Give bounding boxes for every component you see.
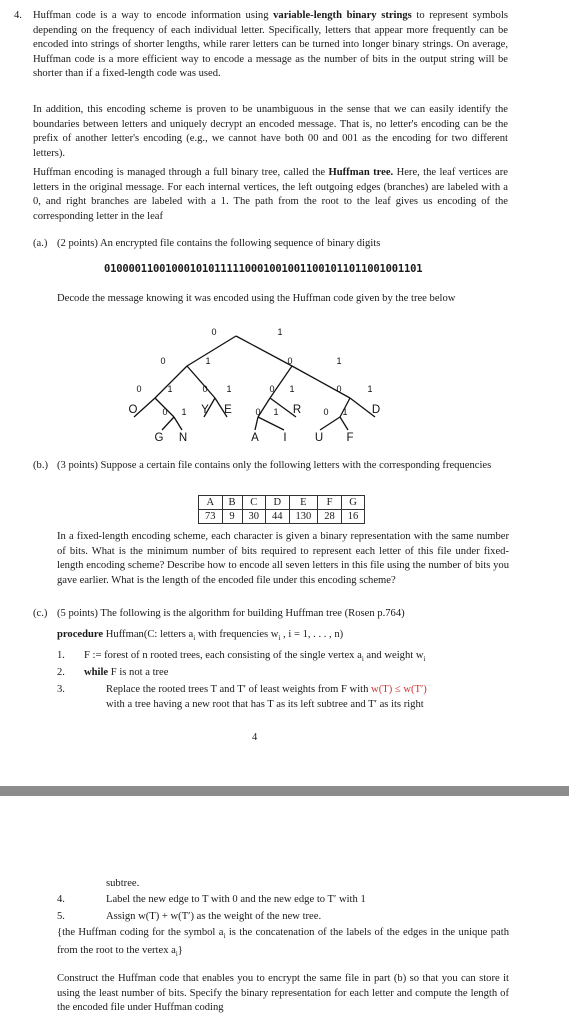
table-cell: C — [242, 496, 266, 510]
part-a-text: (2 points) An encrypted file contains the following sequence of binary digits — [57, 238, 381, 249]
comment-end: } — [177, 944, 183, 956]
edge-label: 1 — [342, 407, 348, 417]
tree-edge — [187, 336, 236, 366]
table-cell: 9 — [222, 510, 242, 524]
edge-label: 1 — [167, 384, 173, 394]
table-cell: 16 — [341, 510, 365, 524]
document-page-2 — [0, 796, 569, 1024]
frequency-table — [198, 495, 365, 524]
para3-bold: Huffman tree. — [328, 167, 394, 178]
paragraph-intro — [33, 9, 508, 82]
algorithm-comment: {the Huffman coding for the symbol $a_i$ is the concatenation of the labels of the edges in the unique path from the root to the vertex $a_i$} — [57, 927, 509, 958]
edge-label: 0 — [202, 384, 208, 394]
edge-label: 1 — [277, 327, 283, 337]
table-cell: D — [266, 496, 290, 510]
procedure-keyword: procedure — [57, 629, 104, 640]
edge-label: 0 — [287, 356, 293, 366]
para1-text-a: Huffman code is a way to encode information using — [33, 10, 274, 21]
para3-text-b: Here, the leaf vertices are letters in the original message. For each internal vertices, the left outgoing edges (branches) are labeled with a 0, and right branches are labeled with a 1. The path from the root to the leaf gives us encoding of the corresponding letter in the leaf — [33, 167, 508, 222]
table-cell: 130 — [289, 510, 318, 524]
para1-bold: variable-length binary strings — [273, 10, 412, 21]
leaf-label: O — [128, 404, 138, 416]
tree-edge — [255, 417, 258, 430]
part-b-text: (3 points) Suppose a certain file contains only the following letters with the corresponding frequencies — [57, 460, 492, 471]
tree-edge — [320, 417, 340, 430]
table-cell: 30 — [242, 510, 266, 524]
line-number: 4. — [57, 894, 65, 905]
para1-text-b: to represent symbols depending on the frequency of each individual letter. Specifically, letters that appear more frequently can be encoded into strings of shorter lengths, while rarer letters can be turned into longer binary strings. On average, Huffman code is a more efficient way to encode a message as the number of bits in the output string will be shorter than if a fixed-length code was used. — [33, 10, 509, 80]
tree-edge-labels — [136, 327, 372, 417]
table-cell: B — [222, 496, 242, 510]
tree-edge — [174, 417, 182, 430]
procedure-sig-c: , i = 1, . . . , n) — [280, 629, 344, 640]
page-separator — [0, 786, 569, 796]
edge-label: 0 — [323, 407, 329, 417]
edge-label: 0 — [269, 384, 275, 394]
line-number: 3. — [57, 684, 65, 695]
leaf-label: F — [346, 432, 354, 444]
algorithm-line-4: Label the new edge to T with 0 and the new edge to T′ with 1 — [106, 894, 366, 905]
question-number: 4. — [14, 10, 22, 21]
procedure-sig-a: Huffman(C: letters a — [105, 629, 194, 640]
line-number: 1. — [57, 650, 65, 661]
tree-edge — [236, 336, 292, 366]
binary-sequence: 0100001100100010101111100010010011001011011001001101 — [104, 263, 423, 275]
leaf-label: D — [371, 404, 381, 416]
table-cell: E — [289, 496, 318, 510]
paragraph-huffman-tree — [33, 166, 508, 224]
algorithm-line-2 — [84, 665, 168, 680]
line2-text: F is not a tree — [108, 667, 169, 678]
line1-text-b: and weight w — [363, 650, 424, 661]
table-cell: G — [341, 496, 365, 510]
line-number: 2. — [57, 667, 65, 678]
part-c-label: (c.) — [33, 608, 48, 619]
part-c-question: Construct the Huffman code that enables you to encrypt the same file in part (b) so that you can store it using the least number of bits. Specify the binary representation for each letter and compute the length of the encoded file under Huffman coding — [57, 973, 509, 1014]
leaf-label: E — [224, 404, 232, 416]
part-a-label: (a.) — [33, 238, 48, 249]
comment-text-b: is the concatenation of the labels of the edges in the unique path from the root to the vertex a — [57, 927, 509, 956]
algorithm-line-3 — [106, 682, 516, 712]
procedure-sig-b: with frequencies w — [195, 629, 279, 640]
edge-label: 1 — [336, 356, 342, 366]
line3-highlight: w(T) ≤ w(T′) — [371, 684, 427, 695]
line3-text-b: with a tree having a new root that has T as its left subtree and T′ as its right — [106, 699, 424, 710]
line3-text-a: Replace the rooted trees T and T′ of least weights from F with — [106, 684, 372, 695]
edge-label: 1 — [273, 407, 279, 417]
table-row-frequencies — [199, 510, 365, 524]
part-c-text: (5 points) The following is the algorithm for building Huffman tree (Rosen p.764) — [57, 608, 405, 619]
table-cell: 73 — [199, 510, 223, 524]
edge-label: 0 — [255, 407, 261, 417]
edge-label: 1 — [181, 407, 187, 417]
edge-label: 1 — [226, 384, 232, 394]
page-number: 4 — [252, 732, 258, 743]
tree-edge — [340, 417, 348, 430]
leaf-label: R — [292, 404, 302, 416]
leaf-label: A — [251, 432, 259, 444]
algorithm-line-3-continued: subtree. — [106, 878, 140, 889]
line-number: 5. — [57, 911, 65, 922]
algorithm-line-1: F := forest of n rooted trees, each consisting of the single vertex $a_i$ and weight $w_i$ — [84, 650, 426, 664]
huffman-tree-diagram — [0, 320, 569, 445]
part-b-label: (b.) — [33, 460, 49, 471]
tree-edge — [162, 417, 174, 430]
algorithm-line-5: Assign w(T) + w(T′) as the weight of the new tree. — [106, 911, 322, 922]
table-cell: 44 — [266, 510, 290, 524]
decode-instruction: Decode the message knowing it was encoded using the Huffman code given by the tree below — [57, 293, 456, 304]
edge-label: 0 — [160, 356, 166, 366]
edge-label: 0 — [136, 384, 142, 394]
tree-edge — [258, 417, 284, 430]
leaf-label: U — [314, 432, 324, 444]
edge-label: 0 — [162, 407, 168, 417]
table-cell: 28 — [318, 510, 342, 524]
para3-text-a: Huffman encoding is managed through a full binary tree, called the — [33, 167, 329, 178]
edge-label: 1 — [367, 384, 373, 394]
table-cell: A — [199, 496, 223, 510]
procedure-signature: procedure Huffman(C: letters $a_i$ with frequencies $w_i$ , i = 1, . . . , n) — [57, 629, 344, 643]
fixed-length-question: In a fixed-length encoding scheme, each character is given a binary representation with the same number of bits. What is the minimum number of bits required to represent each letter of this file under fixed-length encoding scheme? Describe how to encode all seven letters in this file using the number of bits you gave earlier. What is the length of the encoded file under this encoding scheme? — [57, 531, 509, 586]
leaf-label: I — [283, 432, 287, 444]
comment-text-a: {the Huffman coding for the symbol a — [57, 927, 224, 938]
table-row-letters — [199, 496, 365, 510]
edge-label: 0 — [211, 327, 217, 337]
edge-label: 1 — [289, 384, 295, 394]
leaf-label: Y — [201, 404, 209, 416]
edge-label: 0 — [336, 384, 342, 394]
while-keyword: while — [84, 667, 109, 678]
tree-edge — [187, 366, 215, 398]
paragraph-unambiguous: In addition, this encoding scheme is proven to be unambiguous in the sense that we can easily identify the boundaries between letters and uniquely decrypt an encoded message. That is, no letter's encoding can be the prefix of another letter's encoding (e.g., we cannot have both 00 and 001 as the encoding for two different letters). — [33, 104, 508, 159]
edge-label: 1 — [205, 356, 211, 366]
leaf-label: N — [178, 432, 188, 444]
table-cell: F — [318, 496, 342, 510]
line1-text-a: F := forest of n rooted trees, each consisting of the single vertex a — [84, 650, 362, 661]
leaf-label: G — [154, 432, 164, 444]
